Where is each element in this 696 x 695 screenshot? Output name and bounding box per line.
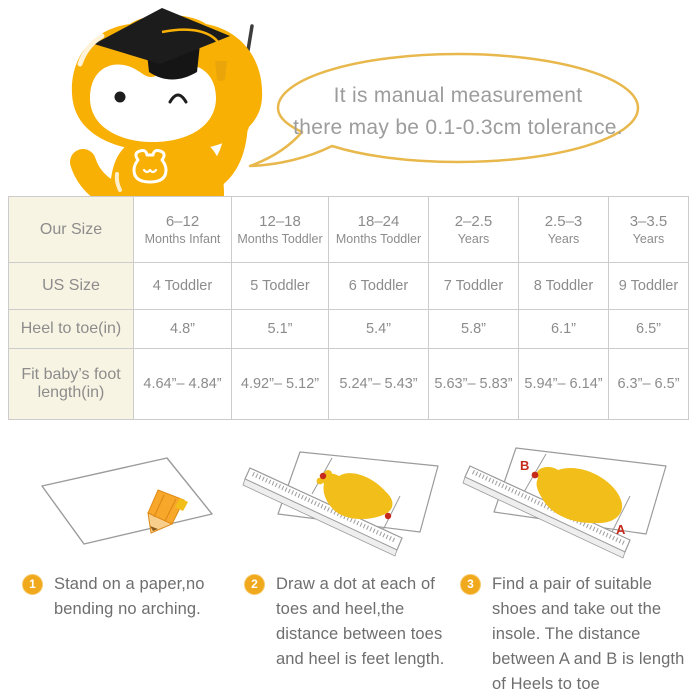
footprint-ruler-diagram [238,438,460,564]
step-text: Draw a dot at each of toes and heel,the distance between toes and heel is feet length. [276,575,445,668]
size-cell: 4.8” [134,310,232,349]
table-row-our-size [9,197,689,263]
size-cell: 8 Toddler [519,263,609,310]
size-cell: 6–12 Months Infant [134,197,232,263]
size-cell: 5.94”– 6.14” [519,349,609,420]
bubble-line-2: there may be 0.1-0.3cm tolerance. [293,116,623,139]
size-cell: 18–24 Months Toddler [329,197,429,263]
step-item-2 [244,572,446,672]
heel-dot [385,513,391,519]
paper-outline [42,458,212,544]
row-label-foot-length: Fit baby’s foot length(in) [9,349,134,420]
size-cell: 4 Toddler [134,263,232,310]
size-cell: 5 Toddler [232,263,329,310]
row-label-heel-to-toe: Heel to toe(in) [9,310,134,349]
header-area [0,0,696,196]
size-cell: 4.92”– 5.12” [232,349,329,420]
step-item-1 [22,572,230,622]
size-cell: 5.4” [329,310,429,349]
bubble-line-1: It is manual measurement [333,84,583,107]
size-cell: 3–3.5 Years [609,197,689,263]
size-cell: 5.8” [429,310,519,349]
mascot-illustration [50,2,290,196]
insole-ruler-diagram [458,434,694,566]
label-a: A [616,522,626,537]
label-b: B [520,458,530,473]
row-label-our-size: Our Size [9,197,134,263]
size-table [8,196,689,420]
size-cell: 6.5” [609,310,689,349]
point-b-dot [532,472,539,479]
size-cell: 2.5–3 Years [519,197,609,263]
size-cell: 5.24”– 5.43” [329,349,429,420]
step-number-badge: 1 [22,574,43,595]
size-cell: 6 Toddler [329,263,429,310]
table-row-foot-length [9,349,689,420]
toe-dot [320,473,326,479]
table-row-us-size [9,263,689,310]
size-cell: 12–18 Months Toddler [232,197,329,263]
size-cell: 7 Toddler [429,263,519,310]
size-cell: 2–2.5 Years [429,197,519,263]
step-text: Stand on a paper,no bending no arching. [54,575,205,618]
size-cell: 5.63”– 5.83” [429,349,519,420]
step-number-badge: 3 [460,574,481,595]
paper-pencil-diagram [12,438,234,564]
row-label-us-size: US Size [9,263,134,310]
size-cell: 6.1” [519,310,609,349]
mascot-eye [115,92,126,103]
step-text: Find a pair of suitable shoes and take out the insole. The distance between A and B is length of Heels to toe [492,575,685,693]
table-row-heel-to-toe [9,310,689,349]
size-cell: 6.3”– 6.5” [609,349,689,420]
step-number-badge: 2 [244,574,265,595]
size-cell: 5.1” [232,310,329,349]
speech-bubble-text [286,80,630,144]
size-cell: 9 Toddler [609,263,689,310]
step-item-3 [460,572,692,695]
size-cell: 4.64”– 4.84” [134,349,232,420]
